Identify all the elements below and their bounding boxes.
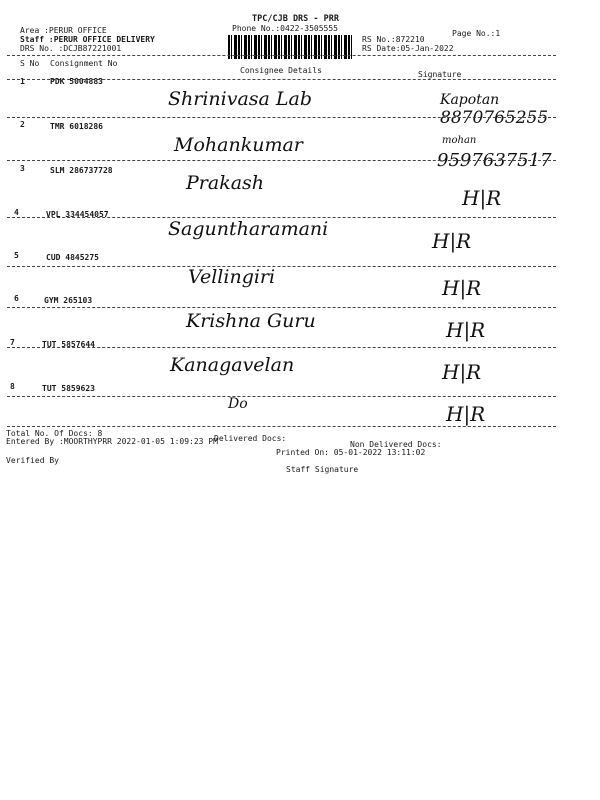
row-consignee-name: Kanagavelan: [170, 354, 295, 376]
row-consignee-name: Krishna Guru: [186, 310, 316, 332]
col-consignee-details: Consignee Details: [240, 66, 322, 75]
total-docs: Total No. Of Docs: 8: [6, 429, 103, 438]
verified-by: Verified By: [6, 456, 59, 465]
row-signature: mohan: [442, 135, 477, 146]
row-divider: [7, 266, 556, 267]
row-consignee-name: Mohankumar: [174, 134, 303, 156]
row-consignee-name: Prakash: [186, 172, 265, 194]
header-divider-top: [7, 55, 556, 56]
row-divider: [7, 396, 556, 397]
row-consignment: VPL 334454057: [46, 210, 109, 219]
row-divider: [7, 160, 556, 161]
row-consignment: PDK 5004883: [50, 77, 103, 86]
row-sno: 6: [14, 294, 19, 303]
printed-on: Printed On: 05-01-2022 13:11:02: [276, 448, 426, 457]
entered-by: Entered By :MOORTHYPRR 2022-01-05 1:09:23 PM: [6, 437, 218, 446]
table-bottom-divider: [7, 426, 556, 427]
col-signature: Signature: [418, 70, 462, 79]
drs-number: DRS No. :DCJB87221001: [20, 44, 122, 53]
phone-number: Phone No.:0422-3505555: [232, 24, 338, 33]
row-divider: [7, 307, 556, 308]
row-sno: 2: [20, 120, 25, 129]
row-consignment: CUD 4845275: [46, 253, 99, 262]
rs-date: RS Date:05-Jan-2022: [362, 44, 454, 53]
delivered-docs: Delivered Docs:: [214, 434, 287, 443]
area-label: Area :PERUR OFFICE: [20, 26, 107, 35]
staff-label: Staff :PERUR OFFICE DELIVERY: [20, 35, 155, 44]
row-consignment: TUT 5857644: [42, 340, 95, 349]
row-divider: [7, 117, 556, 118]
row-sno: 4: [14, 208, 19, 217]
row-sno: 7: [10, 338, 15, 347]
row-consignee-name: Shrinivasa Lab: [168, 88, 313, 110]
row-sno: 5: [14, 251, 19, 260]
report-title: TPC/CJB DRS - PRR: [252, 14, 339, 24]
row-sno: 8: [10, 382, 15, 391]
row-signature: H|R: [442, 360, 482, 384]
non-delivered-docs: Non Delivered Docs:: [350, 440, 442, 449]
row-consignment: TMR 6018286: [50, 122, 103, 131]
col-consignment: Consignment No: [50, 59, 118, 68]
row-signature: Kapotan: [440, 92, 500, 108]
col-sno: S No: [20, 59, 40, 68]
rs-number: RS No.:872210: [362, 35, 425, 44]
row-signature: H|R: [442, 276, 482, 300]
row-phone: 9597637517: [437, 150, 552, 171]
row-consignment: GYM 265103: [44, 296, 93, 305]
row-signature: H|R: [446, 402, 486, 426]
page-number: Page No.:1: [452, 29, 501, 38]
row-sno: 3: [20, 164, 25, 173]
row-consignment: TUT 5859623: [42, 384, 95, 393]
row-consignee-name: Saguntharamani: [168, 218, 329, 240]
row-consignee-name: Do: [228, 396, 248, 412]
row-signature: H|R: [432, 229, 472, 253]
row-phone: 8870765255: [440, 108, 549, 128]
staff-signature: Staff Signature: [286, 465, 359, 474]
row-sno: 1: [20, 77, 25, 86]
row-signature: H|R: [446, 318, 486, 342]
row-signature: H|R: [462, 186, 502, 210]
row-consignee-name: Vellingiri: [188, 266, 276, 288]
row-consignment: SLM 286737728: [50, 166, 113, 175]
